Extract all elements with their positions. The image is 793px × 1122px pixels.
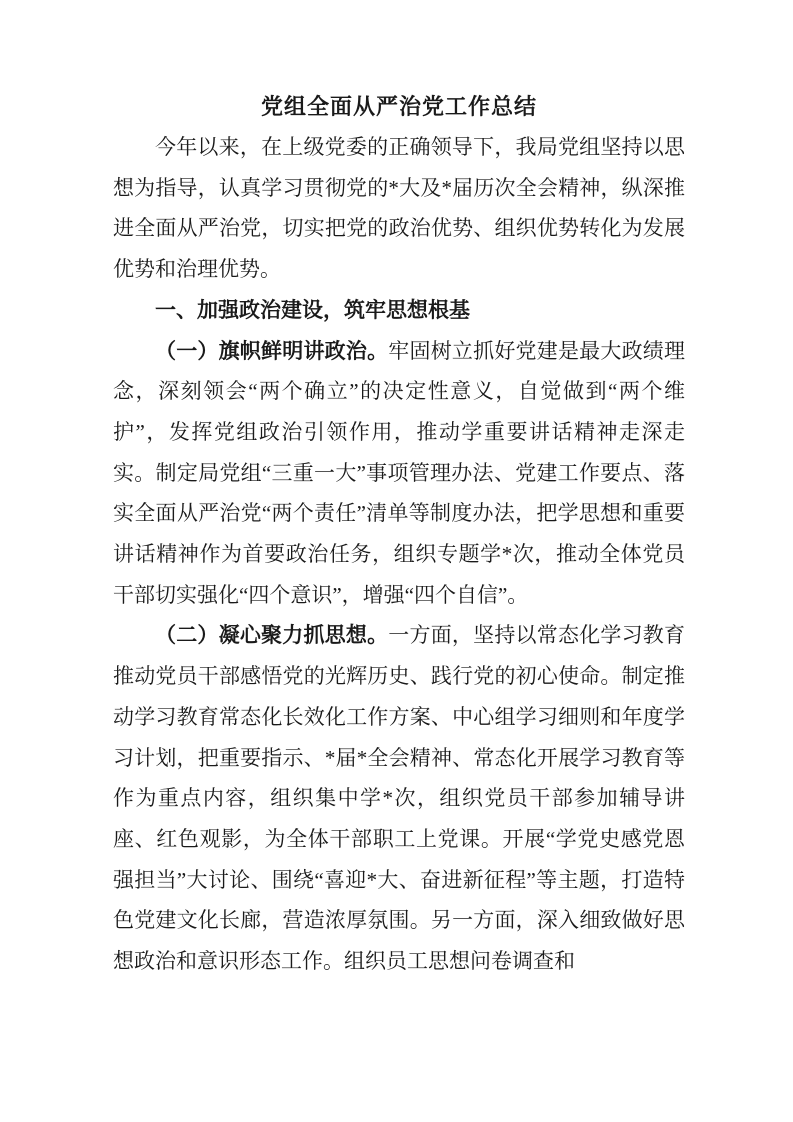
subsection-1-lead: （一）旗帜鲜明讲政治。 [155,338,389,363]
section-heading-1: 一、加强政治建设，筑牢思想根基 [155,297,470,322]
subsection-1-paragraph [113,331,685,616]
subsection-1-body: 牢固树立抓好党建是最大政绩理念，深刻领会“两个确立”的决定性意义，自觉做到“两个维护”，发挥党组政治引领作用，推动学重要讲话精神走深走实。制定局党组“三重一大”事项管理办法、党建工作要点、落实全面从严治党“两个责任”清单等制度办法，把学思想和重要讲话精神作为首要政治任务，组织专题学*次，推动全体党员干部切实强化“四个意识”，增强“四个自信”。 [113,338,686,607]
document-content [113,86,685,982]
subsection-2-body: 一方面，坚持以常态化学习教育推动党员干部感悟党的光辉历史、践行党的初心使命。制定推动学习教育常态化长效化工作方案、中心组学习细则和年度学习计划，把重要指示、*届*全会精神、常态化开展学习教育等作为重点内容，组织集中学*次，组织党员干部参加辅导讲座、红色观影，为全体干部职工上党课。开展“学党史感党恩强担当”大讨论、围绕“喜迎*大、奋进新征程”等主题，打造特色党建文化长廊，营造浓厚氛围。另一方面，深入细致做好思想政治和意识形态工作。组织员工思想问卷调查和 [113,623,686,974]
document-title: 党组全面从严治党工作总结 [260,94,537,119]
intro-paragraph: 今年以来，在上级党委的正确领导下，我局党组坚持以思想为指导，认真学习贯彻党的*大及*届历次全会精神，纵深推进全面从严治党，切实把党的政治优势、组织优势转化为发展优势和治理优势。 [113,135,685,282]
subsection-2-paragraph [113,615,685,981]
subsection-2-lead: （二）凝心聚力抓思想。 [155,623,389,648]
